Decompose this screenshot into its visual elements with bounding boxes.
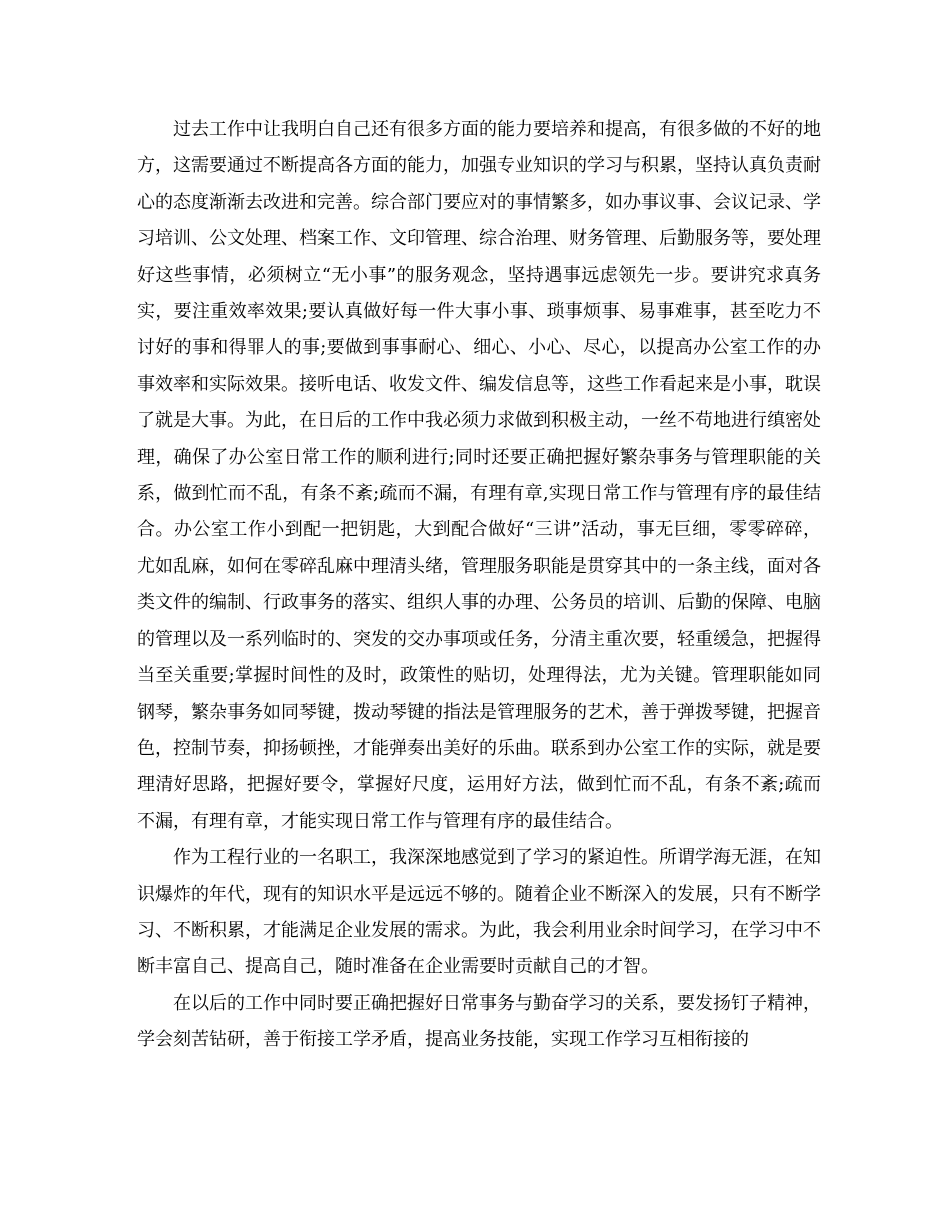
paragraph-2: 作为工程行业的一名职工，我深深地感觉到了学习的紧迫性。所谓学海无涯，在知识爆炸的年代，现有的知识水平是远远不够的。随着企业不断深入的发展，只有不断学习、不断积累，才能满足企业发展的需求。为此，我会利用业余时间学习，在学习中不断丰富自己、提高自己，随时准备在企业需要时贡献自己的才智。 <box>137 847 821 978</box>
document-body <box>137 112 821 1059</box>
paragraph-1: 过去工作中让我明白自己还有很多方面的能力要培养和提高，有很多做的不好的地方，这需要通过不断提高各方面的能力，加强专业知识的学习与积累，坚持认真负责耐心的态度渐渐去改进和完善。综合部门要应对的事情繁多，如办事议事、会议记录、学习培训、公文处理、档案工作、文印管理、综合治理、财务管理、后勤服务等，要处理好这些事情，必须树立“无小事”的服务观念，坚持遇事远虑领先一步。要讲究求真务实，要注重效率效果;要认真做好每一件大事小事、琐事烦事、易事难事，甚至吃力不讨好的事和得罪人的事;要做到事事耐心、细心、小心、尽心，以提高办公室工作的办事效率和实际效果。接听电话、收发文件、编发信息等，这些工作看起来是小事，耽误了就是大事。为此，在日后的工作中我必须力求做到积极主动，一丝不苟地进行缜密处理，确保了办公室日常工作的顺利进行;同时还要正确把握好繁杂事务与管理职能的关系，做到忙而不乱，有条不紊;疏而不漏，有理有章,实现日常工作与管理有序的最佳结合。办公室工作小到配一把钥匙，大到配合做好“三讲”活动，事无巨细，零零碎碎，尤如乱麻，如何在零碎乱麻中理清头绪，管理服务职能是贯穿其中的一条主线，面对各类文件的编制、行政事务的落实、组织人事的办理、公务员的培训、后勤的保障、电脑的管理以及一系列临时的、突发的交办事项或任务，分清主重次要，轻重缓急，把握得当至关重要;掌握时间性的及时，政策性的贴切，处理得法，尤为关键。管理职能如同钢琴，繁杂事务如同琴键，拨动琴键的指法是管理服务的艺术，善于弹拨琴键，把握音色，控制节奏，抑扬顿挫，才能弹奏出美好的乐曲。联系到办公室工作的实际，就是要理清好思路，把握好要令，掌握好尺度，运用好方法，做到忙而不乱，有条不紊;疏而不漏，有理有章，才能实现日常工作与管理有序的最佳结合。 <box>137 119 821 832</box>
paragraph-3: 在以后的工作中同时要正确把握好日常事务与勤奋学习的关系，要发扬钉子精神，学会刻苦钻研，善于衔接工学矛盾，提高业务技能，实现工作学习互相衔接的 <box>137 992 821 1051</box>
